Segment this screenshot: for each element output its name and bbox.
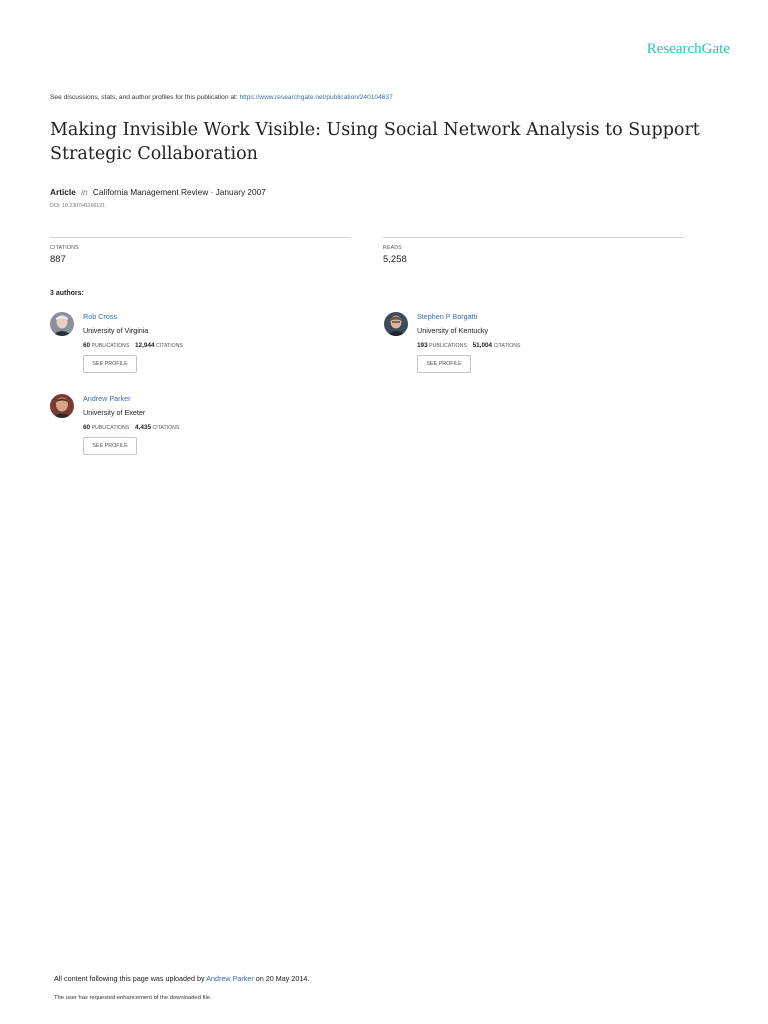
author-citations-count: 12,944 bbox=[135, 342, 155, 349]
see-profile-button[interactable]: SEE PROFILE bbox=[83, 355, 137, 373]
authors-heading: 3 authors: bbox=[50, 290, 84, 297]
author-publications-label: PUBLICATIONS bbox=[429, 343, 467, 349]
discussions-line bbox=[50, 94, 393, 101]
author-stats bbox=[417, 342, 520, 349]
see-profile-button[interactable]: SEE PROFILE bbox=[417, 355, 471, 373]
in-label: in bbox=[81, 187, 88, 197]
publication-url-link[interactable]: https://www.researchgate.net/publication/240104637 bbox=[239, 94, 393, 101]
publication-title: Making Invisible Work Visible: Using Social Network Analysis to Support Strategic Collaboration bbox=[50, 120, 700, 164]
author-name-link[interactable]: Andrew Parker bbox=[83, 394, 131, 403]
publication-type: Article bbox=[50, 187, 76, 197]
author-publications-label: PUBLICATIONS bbox=[91, 425, 130, 431]
author-publications-label: PUBLICATIONS bbox=[91, 343, 130, 349]
author-avatar[interactable] bbox=[50, 394, 74, 418]
author-avatar[interactable] bbox=[50, 312, 74, 336]
doi: DOI: 10.2307/41166121 bbox=[50, 203, 105, 209]
author-institution: University of Exeter bbox=[83, 408, 146, 417]
reads-stat bbox=[383, 237, 684, 265]
author-avatar[interactable] bbox=[384, 312, 408, 336]
enhancement-note: The user has requested enhancement of the downloaded file. bbox=[54, 995, 212, 1001]
citations-stat bbox=[50, 237, 351, 265]
author-stats bbox=[83, 424, 179, 431]
journal-name: California Management Review bbox=[92, 187, 209, 197]
author-citations-label: CITATIONS bbox=[152, 425, 180, 431]
reads-count: 5,258 bbox=[383, 254, 407, 265]
author-publications-count: 193 bbox=[417, 342, 428, 349]
uploader-link[interactable]: Andrew Parker bbox=[206, 974, 254, 983]
publication-date: January 2007 bbox=[215, 187, 266, 197]
author-publications-count: 60 bbox=[83, 424, 91, 431]
author-name-link[interactable]: Rob Cross bbox=[83, 312, 117, 321]
author-card-rob-cross bbox=[50, 312, 350, 372]
reads-label: READS bbox=[383, 245, 402, 251]
author-institution: University of Kentucky bbox=[417, 326, 489, 335]
publication-meta bbox=[50, 187, 266, 197]
author-card-andrew-parker bbox=[50, 394, 350, 454]
upload-note bbox=[54, 974, 309, 983]
see-profile-button[interactable]: SEE PROFILE bbox=[83, 437, 137, 455]
author-institution: University of Virginia bbox=[83, 326, 149, 335]
citations-label: CITATIONS bbox=[50, 245, 79, 251]
upload-note-suffix: on 20 May 2014. bbox=[255, 974, 310, 983]
discussions-text: See discussions, stats, and author profiles for this publication at: bbox=[50, 94, 238, 101]
author-card-stephen-borgatti bbox=[384, 312, 684, 372]
author-citations-count: 4,435 bbox=[135, 424, 151, 431]
author-citations-count: 51,004 bbox=[472, 342, 493, 349]
author-name-link[interactable]: Stephen P Borgatti bbox=[417, 312, 478, 321]
author-citations-label: CITATIONS bbox=[493, 343, 521, 349]
upload-note-prefix: All content following this page was uploaded by bbox=[54, 974, 205, 983]
author-citations-label: CITATIONS bbox=[156, 343, 183, 349]
citations-count: 887 bbox=[50, 254, 66, 265]
date-separator: · bbox=[208, 187, 216, 197]
author-stats bbox=[83, 342, 183, 349]
author-publications-count: 60 bbox=[83, 342, 91, 349]
researchgate-logo[interactable]: ResearchGate bbox=[646, 41, 730, 57]
